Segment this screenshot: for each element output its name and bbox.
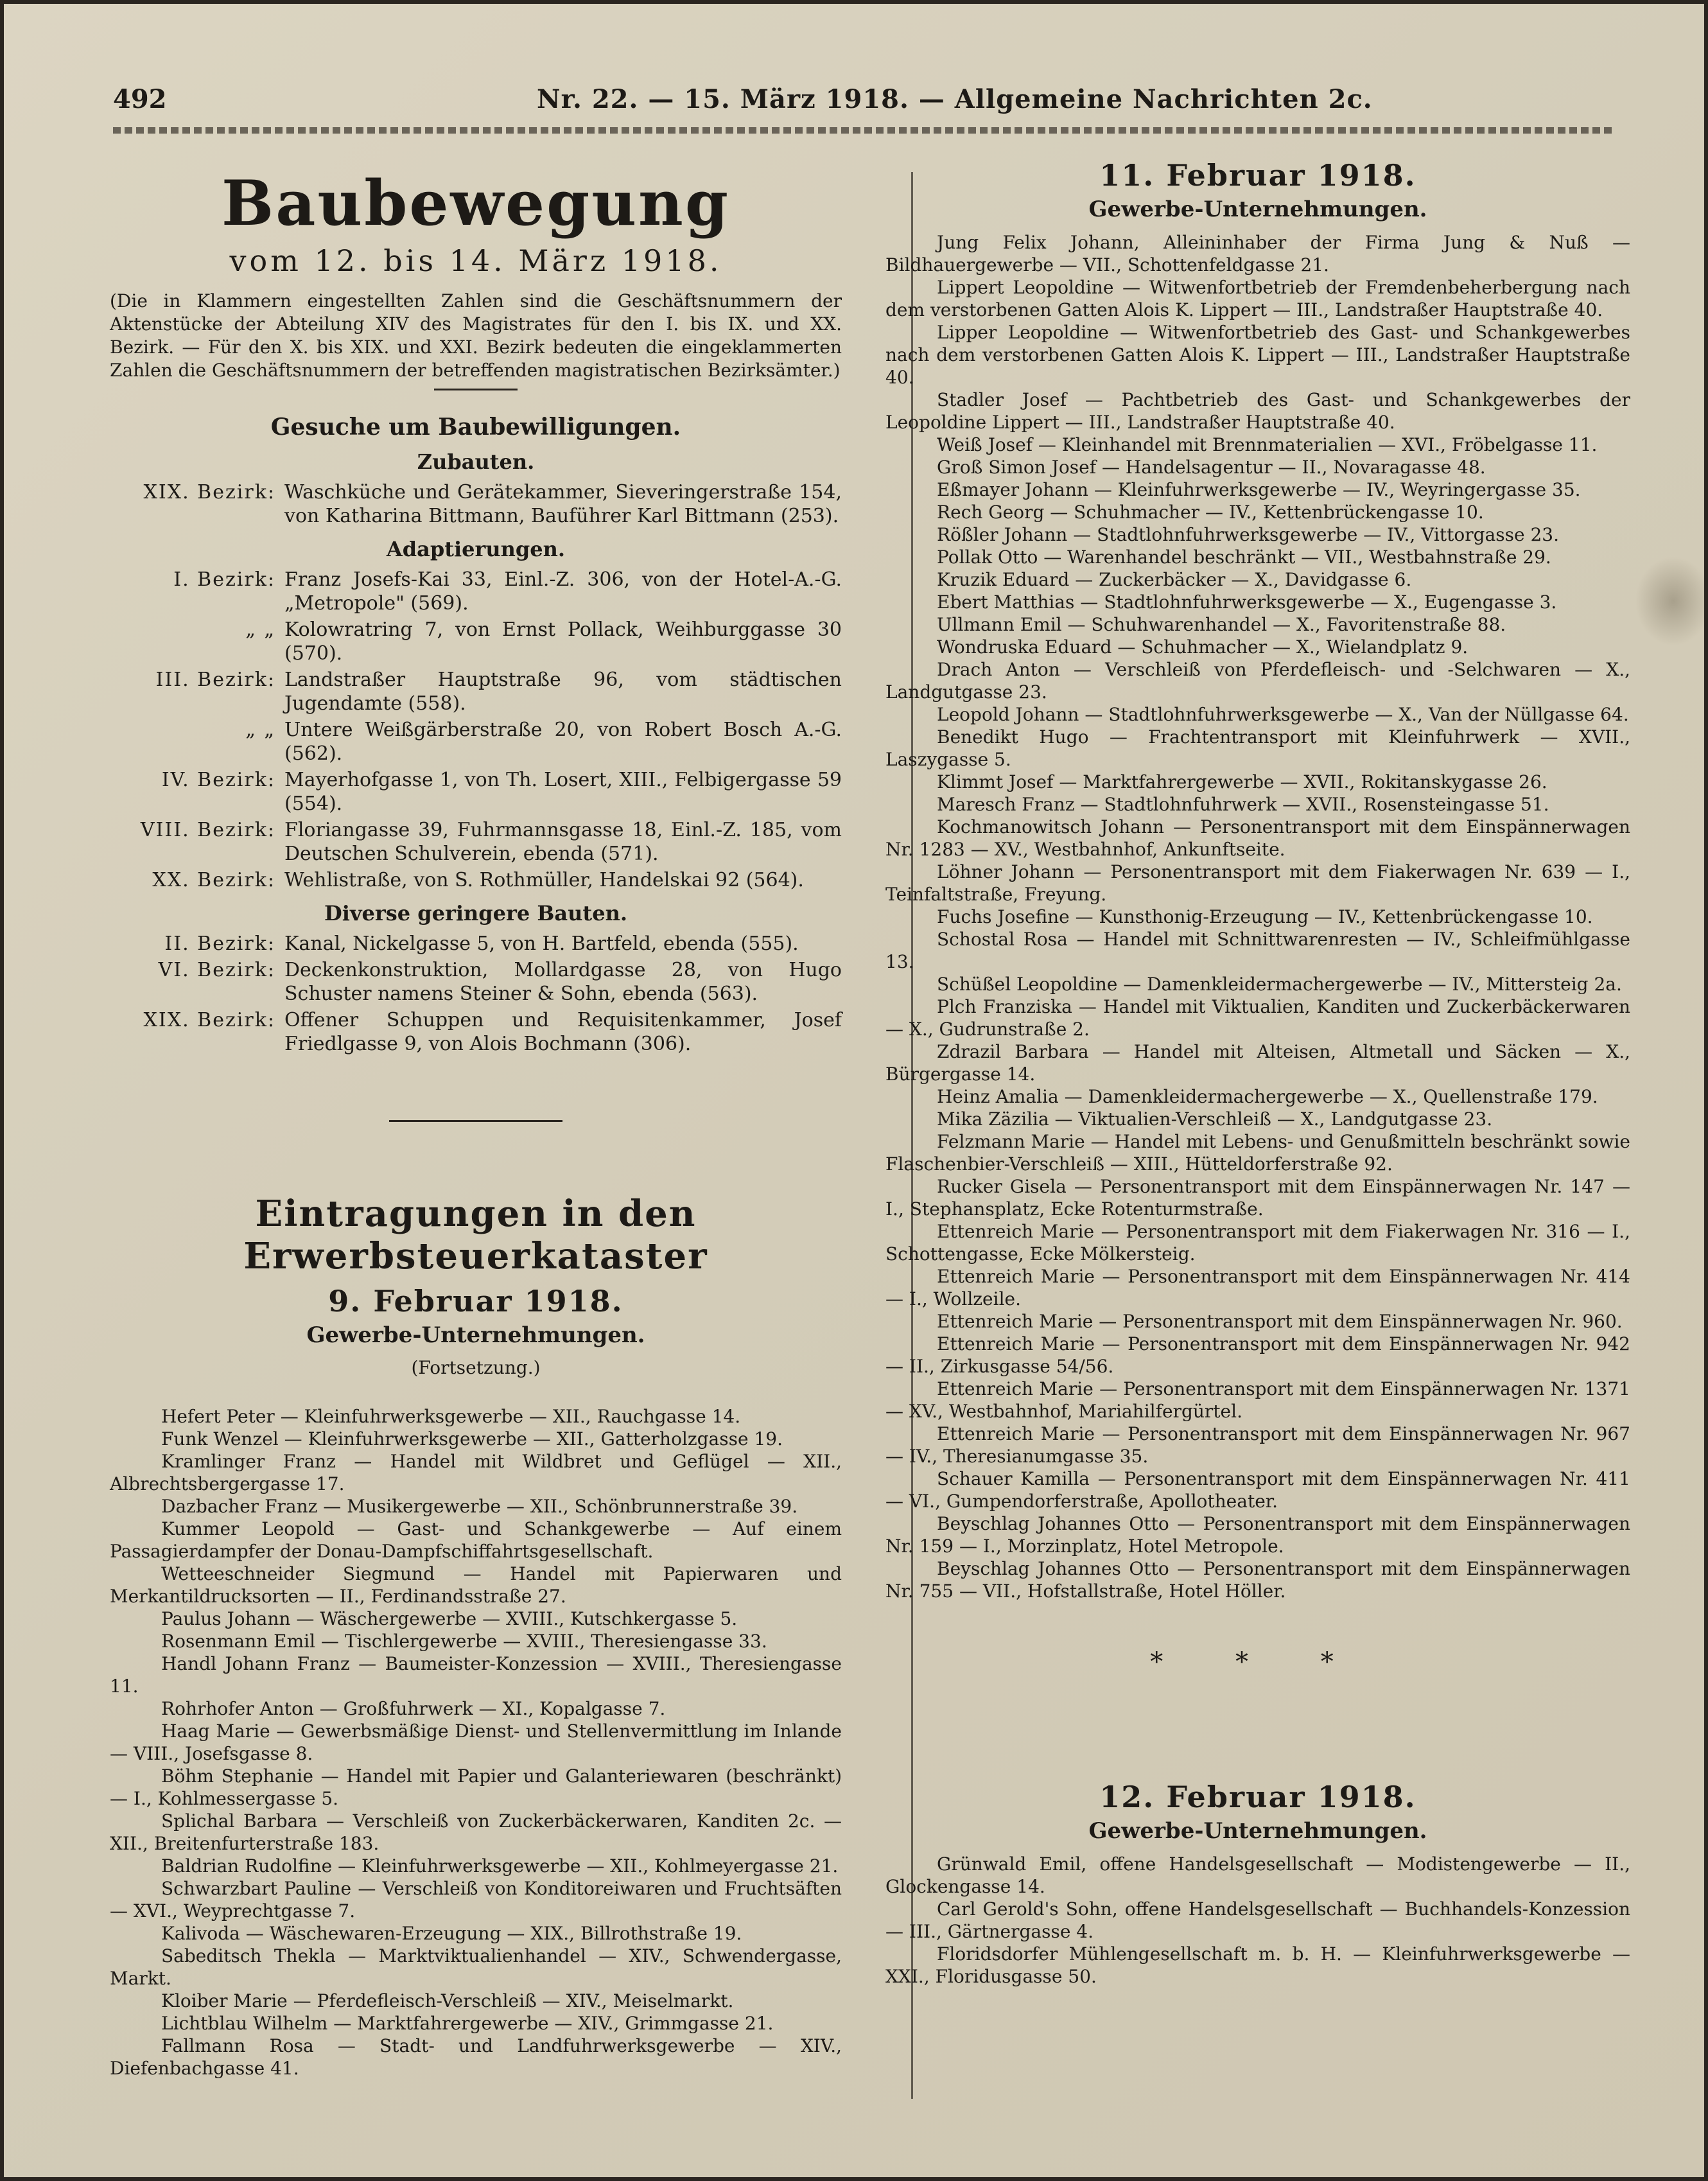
permit-row bbox=[110, 958, 842, 1006]
register-entry: Kramlinger Franz — Handel mit Wildbret und Geflügel — XII., Albrechtsbergergasse 17. bbox=[110, 1451, 842, 1494]
section-rule bbox=[389, 1120, 562, 1122]
district-label: „ „ bbox=[245, 618, 275, 641]
register-entry: Splichal Barbara — Verschleiß von Zuckerbäckerwaren, Kanditen 2c. — XII., Breitenfurterstraße 183. bbox=[110, 1810, 842, 1854]
register-entry: Sabeditsch Thekla — Marktviktualienhandel — XIV., Schwendergasse, Markt. bbox=[110, 1945, 842, 1989]
paper-stain bbox=[1635, 556, 1708, 646]
permit-text: Wehlistraße, von S. Rothmüller, Handelskai 92 (564). bbox=[284, 869, 804, 891]
register-entry: Paulus Johann — Wäschergewerbe — XVIII., Kutschkergasse 5. bbox=[161, 1608, 738, 1629]
district-label: IV. Bezirk: bbox=[161, 769, 275, 791]
register-entry: Klimmt Josef — Marktfahrergewerbe — XVII., Rokitanskygasse 26. bbox=[937, 771, 1547, 793]
register-entry: Zdrazil Barbara — Handel mit Alteisen, Altmetall und Säcken — X., Bürgergasse 14. bbox=[885, 1041, 1630, 1085]
register-entry: Stadler Josef — Pachtbetrieb des Gast- und Schankgewerbes der Leopoldine Lippert — III., Landstraßer Hauptstraße 40. bbox=[885, 389, 1630, 433]
permit-row bbox=[110, 868, 842, 892]
permit-text: Offener Schuppen und Requisitenkammer, Josef Friedlgasse 9, von Alois Bochmann (306). bbox=[284, 1009, 842, 1055]
section-title-eintragungen: Eintragungen in den Erwerbsteuerkataster bbox=[243, 1193, 708, 1277]
permit-text: Kolowratring 7, von Ernst Pollack, Weihburggasse 30 (570). bbox=[284, 618, 842, 665]
register-entry: Ullmann Emil — Schuhwarenhandel — X., Favoritenstraße 88. bbox=[937, 614, 1506, 635]
category-heading: Gewerbe-Unternehmungen. bbox=[1088, 197, 1427, 222]
register-entry: Schauer Kamilla — Personentransport mit dem Einspännerwagen Nr. 411 — VI., Gumpendorferstraße, Apollotheater. bbox=[885, 1468, 1630, 1512]
register-entry: Eßmayer Johann — Kleinfuhrwerksgewerbe — IV., Weyringergasse 35. bbox=[937, 479, 1581, 500]
category-heading: Gewerbe-Unternehmungen. bbox=[306, 1322, 645, 1348]
district-label: II. Bezirk: bbox=[164, 933, 275, 955]
register-entry: Maresch Franz — Stadtlohnfuhrwerk — XVII., Rosensteingasse 51. bbox=[937, 794, 1549, 815]
permit-row bbox=[110, 768, 842, 816]
register-entry: Schostal Rosa — Handel mit Schnittwarenresten — IV., Schleifmühlgasse 13. bbox=[885, 929, 1630, 972]
left-column bbox=[110, 158, 842, 2080]
register-entry: Ebert Matthias — Stadtlohnfuhrwerksgewerbe — X., Eugengasse 3. bbox=[937, 591, 1557, 613]
date-heading: 11. Februar 1918. bbox=[1099, 158, 1416, 193]
heading-zubauten: Zubauten. bbox=[417, 450, 535, 474]
register-entry: Beyschlag Johannes Otto — Personentransport mit dem Einspännerwagen Nr. 159 — I., Morzinplatz, Hotel Metropole. bbox=[885, 1513, 1630, 1557]
short-rule bbox=[434, 389, 518, 390]
register-entry: Ettenreich Marie — Personentransport mit dem Einspännerwagen Nr. 960. bbox=[937, 1311, 1623, 1332]
permit-text: Landstraßer Hauptstraße 96, vom städtischen Jugendamte (558). bbox=[284, 669, 842, 715]
editorial-note: (Die in Klammern eingestellten Zahlen sind die Geschäftsnummern der Aktenstücke der Abteilung XIV des Magistrates für den I. bis IX. und XX. Bezirk. — Für den X. bis XIX. und XXI. Bezirk bedeuten die eingeklammerten Zahlen die Geschäftsnummern der betreffenden magistratischen Bezirksämter.) bbox=[110, 290, 842, 381]
register-entry: Böhm Stephanie — Handel mit Papier und Galanteriewaren (beschränkt) — I., Kohlmessergasse 5. bbox=[110, 1765, 842, 1809]
register-entry: Mika Zäzilia — Viktualien-Verschleiß — X., Landgutgasse 23. bbox=[937, 1108, 1493, 1130]
register-entry: Plch Franziska — Handel mit Viktualien, Kanditen und Zuckerbäckerwaren — X., Gudrunstraße 2. bbox=[885, 996, 1630, 1040]
register-entry: Rosenmann Emil — Tischlergewerbe — XVIII., Theresiengasse 33. bbox=[161, 1631, 767, 1652]
district-label: XIX. Bezirk: bbox=[143, 481, 275, 504]
permit-text: Deckenkonstruktion, Mollardgasse 28, von Hugo Schuster namens Steiner & Sohn, ebenda (563). bbox=[284, 959, 842, 1005]
permit-row bbox=[110, 718, 842, 766]
register-entry: Ettenreich Marie — Personentransport mit dem Einspännerwagen Nr. 1371 — XV., Westbahnhof, Mariahilfergürtel. bbox=[885, 1378, 1630, 1422]
register-entry: Ettenreich Marie — Personentransport mit dem Einspännerwagen Nr. 414 — I., Wollzeile. bbox=[885, 1266, 1630, 1309]
permit-row bbox=[110, 932, 842, 956]
permit-row bbox=[110, 1008, 842, 1056]
register-entry: Benedikt Hugo — Frachtentransport mit Kleinfuhrwerk — XVII., Laszygasse 5. bbox=[885, 726, 1630, 770]
page-header bbox=[113, 84, 1616, 123]
district-label: „ „ bbox=[245, 719, 275, 741]
register-entry: Schüßel Leopoldine — Damenkleidermachergewerbe — IV., Mittersteig 2a. bbox=[937, 974, 1622, 995]
district-label: XX. Bezirk: bbox=[152, 869, 275, 891]
permit-text: Mayerhofgasse 1, von Th. Losert, XIII., Felbigergasse 59 (554). bbox=[284, 769, 842, 815]
register-entry: Baldrian Rudolfine — Kleinfuhrwerksgewerbe — XII., Kohlmeyergasse 21. bbox=[161, 1855, 839, 1877]
permit-row bbox=[110, 668, 842, 715]
register-entry: Leopold Johann — Stadtlohnfuhrwerksgewerbe — X., Van der Nüllgasse 64. bbox=[937, 704, 1629, 725]
permit-text: Floriangasse 39, Fuhrmannsgasse 18, Einl.-Z. 185, vom Deutschen Schulverein, ebenda (571). bbox=[284, 819, 842, 865]
register-entry: Jung Felix Johann, Alleininhaber der Firma Jung & Nuß — Bildhauergewerbe — VII., Schottenfeldgasse 21. bbox=[885, 232, 1630, 276]
register-entry: Fallmann Rosa — Stadt- und Landfuhrwerksgewerbe — XIV., Diefenbachgasse 41. bbox=[110, 2035, 842, 2079]
register-entry: Haag Marie — Gewerbsmäßige Dienst- und Stellenvermittlung im Inlande — VIII., Josefsgasse 8. bbox=[110, 1721, 842, 1764]
entry-list bbox=[885, 1853, 1630, 1988]
register-entry: Löhner Johann — Personentransport mit dem Fiakerwagen Nr. 639 — I., Teinfaltstraße, Freyung. bbox=[885, 861, 1630, 905]
register-entry: Kloiber Marie — Pferdefleisch-Verschleiß — XIV., Meiselmarkt. bbox=[161, 1990, 734, 2011]
register-entry: Grünwald Emil, offene Handelsgesellschaft — Modistengewerbe — II., Glockengasse 14. bbox=[885, 1853, 1630, 1897]
continuation-note: (Fortsetzung.) bbox=[411, 1357, 541, 1378]
permit-row bbox=[110, 480, 842, 528]
register-entry: Beyschlag Johannes Otto — Personentransport mit dem Einspännerwagen Nr. 755 — VII., Hofstallstraße, Hotel Höller. bbox=[885, 1558, 1630, 1602]
register-entry: Kochmanowitsch Johann — Personentransport mit dem Einspännerwagen Nr. 1283 — XV., Westbahnhof, Ankunftseite. bbox=[885, 816, 1630, 860]
district-label: VI. Bezirk: bbox=[158, 959, 275, 981]
register-entry: Ettenreich Marie — Personentransport mit dem Einspännerwagen Nr. 942 — II., Zirkusgasse 54/56. bbox=[885, 1333, 1630, 1377]
register-entry: Ettenreich Marie — Personentransport mit dem Einspännerwagen Nr. 967 — IV., Theresianumgasse 35. bbox=[885, 1423, 1630, 1467]
section-title-baubewegung: Baubewegung bbox=[222, 167, 730, 240]
entry-list bbox=[110, 1405, 842, 2080]
header-rule bbox=[113, 127, 1616, 134]
register-entry: Lipper Leopoldine — Witwenfortbetrieb des Gast- und Schankgewerbes nach dem verstorbenen Gatten Alois K. Lippert — III., Landstraßer Hauptstraße 40. bbox=[885, 322, 1630, 388]
date-heading: 9. Februar 1918. bbox=[328, 1284, 623, 1318]
right-column bbox=[885, 158, 1630, 1988]
register-entry: Wetteeschneider Siegmund — Handel mit Papierwaren und Merkantildrucksorten — II., Ferdinandsstraße 27. bbox=[110, 1563, 842, 1607]
register-entry: Kummer Leopold — Gast- und Schankgewerbe — Auf einem Passagierdampfer der Donau-Dampfschiffahrtsgesellschaft. bbox=[110, 1518, 842, 1562]
register-entry: Lippert Leopoldine — Witwenfortbetrieb der Fremdenbeherbergung nach dem verstorbenen Gatten Alois K. Lippert — III., Landstraßer Hauptstraße 40. bbox=[885, 277, 1630, 320]
register-entry: Rech Georg — Schuhmacher — IV., Kettenbrückengasse 10. bbox=[937, 502, 1484, 523]
district-label: VIII. Bezirk: bbox=[140, 819, 275, 841]
register-entry: Carl Gerold's Sohn, offene Handelsgesellschaft — Buchhandels-Konzession — III., Gärtnergasse 4. bbox=[885, 1898, 1630, 1942]
register-entry: Funk Wenzel — Kleinfuhrwerksgewerbe — XII., Gatterholzgasse 19. bbox=[161, 1428, 783, 1450]
permit-row bbox=[110, 618, 842, 665]
register-entry: Wondruska Eduard — Schuhmacher — X., Wielandplatz 9. bbox=[937, 636, 1468, 658]
running-title: Nr. 22. — 15. März 1918. — Allgemeine Nachrichten 2c. bbox=[537, 84, 1373, 114]
register-entry: Handl Johann Franz — Baumeister-Konzession — XVIII., Theresiengasse 11. bbox=[110, 1653, 842, 1697]
register-entry: Lichtblau Wilhelm — Marktfahrergewerbe — XIV., Grimmgasse 21. bbox=[161, 2013, 774, 2034]
register-entry: Hefert Peter — Kleinfuhrwerksgewerbe — XII., Rauchgasse 14. bbox=[161, 1406, 741, 1427]
permit-text: Franz Josefs-Kai 33, Einl.-Z. 306, von der Hotel-A.-G. „Metropole" (569). bbox=[284, 568, 842, 615]
register-entry: Rohrhofer Anton — Großfuhrwerk — XI., Kopalgasse 7. bbox=[161, 1698, 666, 1719]
heading-diverse: Diverse geringere Bauten. bbox=[324, 901, 627, 925]
register-entry: Felzmann Marie — Handel mit Lebens- und Genußmitteln beschränkt sowie Flaschenbier-Verschleiß — XIII., Hütteldorferstraße 92. bbox=[885, 1131, 1630, 1175]
permit-row bbox=[110, 568, 842, 615]
district-label: XIX. Bezirk: bbox=[143, 1009, 275, 1031]
adaptierungen-list bbox=[110, 568, 842, 892]
entry-list bbox=[885, 231, 1630, 1602]
register-entry: Dazbacher Franz — Musikergewerbe — XII., Schönbrunnerstraße 39. bbox=[161, 1496, 798, 1517]
register-entry: Heinz Amalia — Damenkleidermachergewerbe — X., Quellenstraße 179. bbox=[937, 1086, 1598, 1107]
register-entry: Floridsdorfer Mühlengesellschaft m. b. H. — Kleinfuhrwerksgewerbe — XXI., Floridusgasse 50. bbox=[885, 1943, 1630, 1987]
separator-stars: * * * bbox=[1150, 1647, 1366, 1677]
zubauten-list bbox=[110, 480, 842, 528]
district-label: I. Bezirk: bbox=[173, 568, 275, 591]
register-entry: Kruzik Eduard — Zuckerbäcker — X., Davidgasse 6. bbox=[937, 569, 1412, 590]
permit-text: Waschküche und Gerätekammer, Sieveringerstraße 154, von Katharina Bittmann, Bauführer Karl Bittmann (253). bbox=[284, 481, 842, 527]
register-entry: Rößler Johann — Stadtlohnfuhrwerksgewerbe — IV., Vittorgasse 23. bbox=[937, 524, 1559, 545]
heading-gesuche: Gesuche um Baubewilligungen. bbox=[270, 414, 681, 441]
register-entry: Groß Simon Josef — Handelsagentur — II., Novaragasse 48. bbox=[937, 457, 1486, 478]
register-entry: Kalivoda — Wäschewaren-Erzeugung — XIX., Billrothstraße 19. bbox=[161, 1923, 742, 1944]
section-subtitle: vom 12. bis 14. März 1918. bbox=[229, 243, 722, 278]
category-heading: Gewerbe-Unternehmungen. bbox=[1088, 1818, 1427, 1844]
permit-text: Untere Weißgärberstraße 20, von Robert Bosch A.-G. (562). bbox=[284, 719, 842, 765]
register-entry: Rucker Gisela — Personentransport mit dem Einspännerwagen Nr. 147 — I., Stephansplatz, Ecke Rotenturmstraße. bbox=[885, 1176, 1630, 1220]
register-entry: Fuchs Josefine — Kunsthonig-Erzeugung — IV., Kettenbrückengasse 10. bbox=[937, 906, 1593, 927]
register-entry: Weiß Josef — Kleinhandel mit Brennmaterialien — XVI., Fröbelgasse 11. bbox=[937, 434, 1598, 455]
register-entry: Schwarzbart Pauline — Verschleiß von Konditoreiwaren und Fruchtsäften — XVI., Weyprechtgasse 7. bbox=[110, 1878, 842, 1922]
register-entry: Drach Anton — Verschleiß von Pferdefleisch- und -Selchwaren — X., Landgutgasse 23. bbox=[885, 659, 1630, 703]
register-entry: Pollak Otto — Warenhandel beschränkt — VII., Westbahnstraße 29. bbox=[937, 547, 1551, 568]
diverse-list bbox=[110, 932, 842, 1056]
permit-row bbox=[110, 818, 842, 866]
page-number: 492 bbox=[113, 84, 167, 114]
date-heading: 12. Februar 1918. bbox=[1099, 1780, 1416, 1814]
register-entry: Ettenreich Marie — Personentransport mit dem Fiakerwagen Nr. 316 — I., Schottengasse, Ecke Mölkersteig. bbox=[885, 1221, 1630, 1265]
heading-adaptierungen: Adaptierungen. bbox=[386, 537, 566, 561]
district-label: III. Bezirk: bbox=[155, 669, 275, 691]
permit-text: Kanal, Nickelgasse 5, von H. Bartfeld, ebenda (555). bbox=[284, 933, 799, 955]
